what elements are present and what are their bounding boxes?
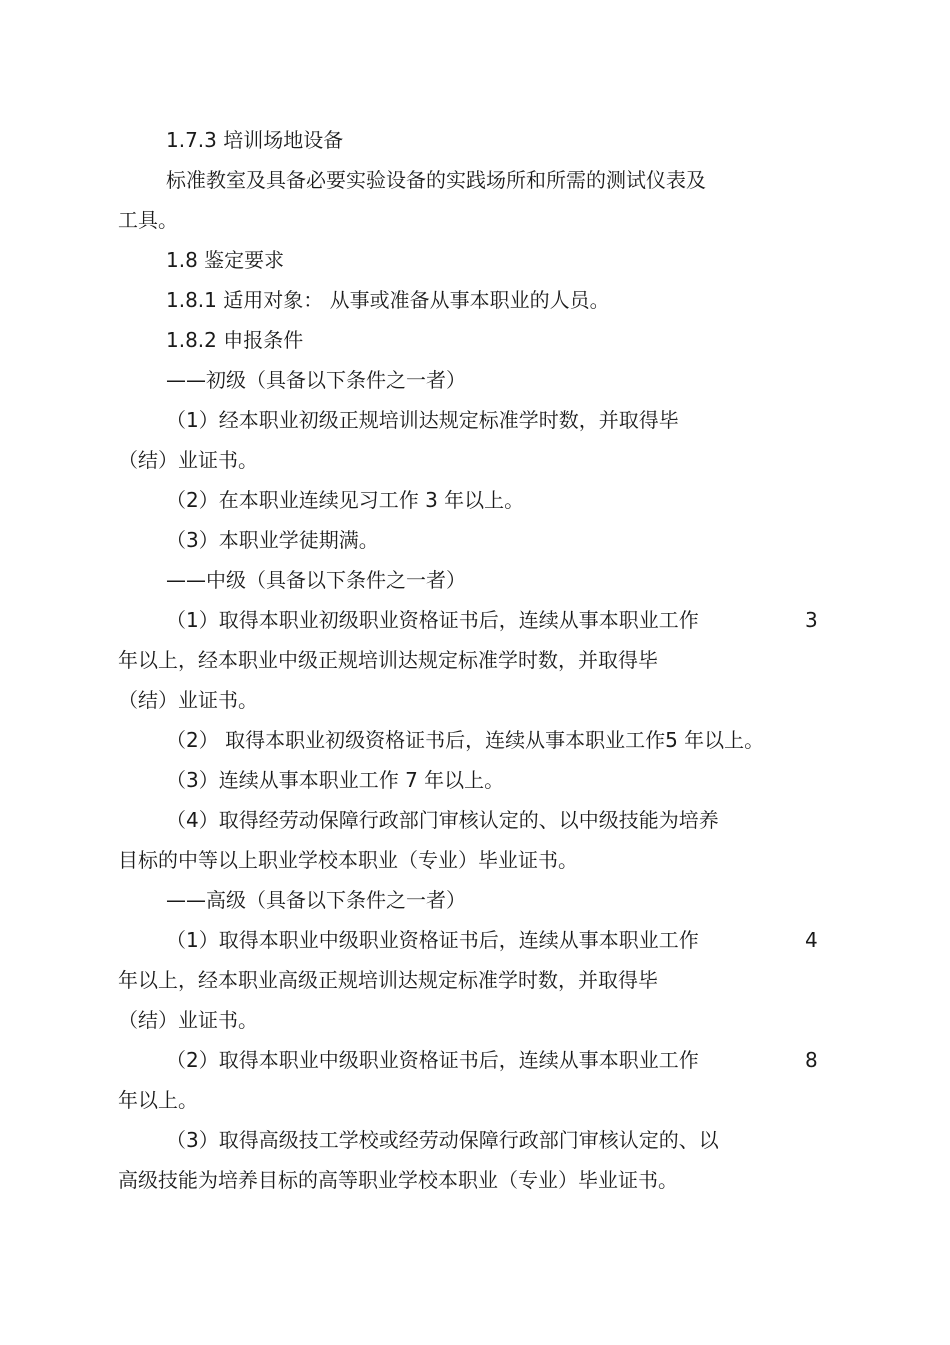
level-heading-junior: ——初级（具备以下条件之一者） xyxy=(166,368,466,392)
list-item-continuation: （结）业证书。 xyxy=(118,1008,258,1032)
paragraph-line: 工具。 xyxy=(118,208,178,232)
list-item-continuation: （结）业证书。 xyxy=(118,448,258,472)
list-item: （3）连续从事本职业工作 7 年以上。 xyxy=(166,768,505,792)
section-heading-1-8-1: 1.8.1 适用对象： 从事或准备从事本职业的人员。 xyxy=(166,288,610,312)
list-item: （2）取得本职业中级职业资格证书后，连续从事本职业工作 xyxy=(166,1048,699,1072)
section-heading-1-7-3: 1.7.3 培训场地设备 xyxy=(166,128,344,152)
list-item: （2） 取得本职业初级资格证书后，连续从事本职业工作5 年以上。 xyxy=(166,728,765,752)
list-item-continuation: 年以上。 xyxy=(118,1088,198,1112)
level-heading-senior: ——高级（具备以下条件之一者） xyxy=(166,888,466,912)
list-item-continuation: （结）业证书。 xyxy=(118,688,258,712)
list-item-continuation: 高级技能为培养目标的高等职业学校本职业（专业）毕业证书。 xyxy=(118,1168,678,1192)
list-item-continuation: 年以上，经本职业高级正规培训达规定标准学时数，并取得毕 xyxy=(118,968,658,992)
list-item-continuation: 目标的中等以上职业学校本职业（专业）毕业证书。 xyxy=(118,848,578,872)
margin-number: 8 xyxy=(805,1048,818,1072)
list-item: （4）取得经劳动保障行政部门审核认定的、以中级技能为培养 xyxy=(166,808,719,832)
section-heading-1-8: 1.8 鉴定要求 xyxy=(166,248,285,272)
list-item: （3）取得高级技工学校或经劳动保障行政部门审核认定的、以 xyxy=(166,1128,719,1152)
margin-number: 4 xyxy=(805,928,818,952)
paragraph-line: 标准教室及具备必要实验设备的实践场所和所需的测试仪表及 xyxy=(166,168,706,192)
list-item: （2）在本职业连续见习工作 3 年以上。 xyxy=(166,488,525,512)
list-item-continuation: 年以上，经本职业中级正规培训达规定标准学时数，并取得毕 xyxy=(118,648,658,672)
list-item: （1）取得本职业中级职业资格证书后，连续从事本职业工作 xyxy=(166,928,699,952)
section-heading-1-8-2: 1.8.2 申报条件 xyxy=(166,328,304,352)
level-heading-intermediate: ——中级（具备以下条件之一者） xyxy=(166,568,466,592)
list-item: （1）经本职业初级正规培训达规定标准学时数，并取得毕 xyxy=(166,408,679,432)
list-item: （3）本职业学徒期满。 xyxy=(166,528,379,552)
margin-number: 3 xyxy=(805,608,818,632)
list-item: （1）取得本职业初级职业资格证书后，连续从事本职业工作 xyxy=(166,608,699,632)
